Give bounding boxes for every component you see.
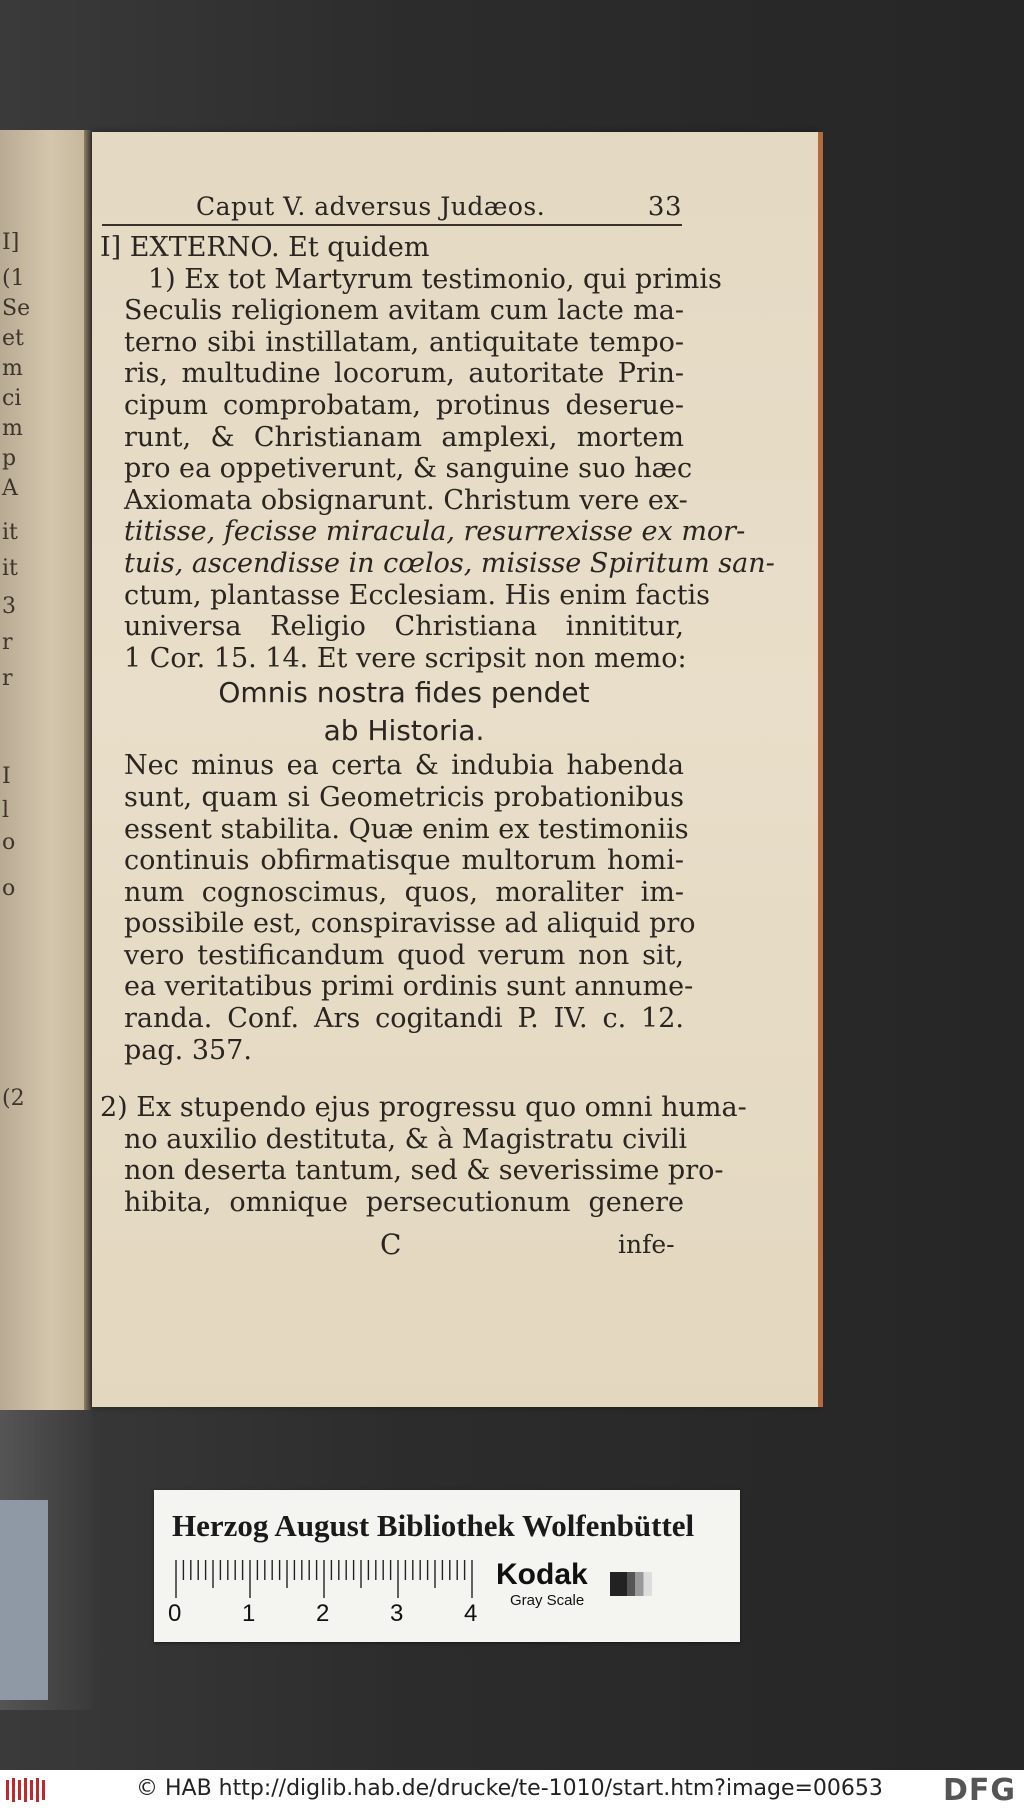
ruler-label-3: 3 bbox=[390, 1600, 404, 1627]
left-page-glyph: I] bbox=[2, 230, 20, 255]
text-line: titisse, fecisse miracula, resurrexisse ex mor- bbox=[124, 516, 746, 548]
running-title: Caput V. adversus Judæos. bbox=[196, 192, 546, 221]
page-text bbox=[100, 232, 775, 1219]
ruler-label-2: 2 bbox=[316, 1600, 330, 1627]
left-page-glyph: p bbox=[2, 446, 17, 471]
catchword: infe- bbox=[618, 1230, 675, 1259]
dfg-logo: DFG bbox=[942, 1773, 1016, 1808]
page-number: 33 bbox=[647, 192, 682, 222]
left-page-glyph: it bbox=[2, 556, 18, 581]
left-page-glyph: o bbox=[2, 876, 16, 901]
text-line: continuis obfirmatisque multorum homi- bbox=[124, 845, 684, 877]
text-line: Nec minus ea certa & indubia habenda bbox=[124, 750, 684, 782]
text-line: runt, & Christianam amplexi, mortem bbox=[124, 421, 684, 453]
text-line: essent stabilita. Quæ enim ex testimoniis bbox=[124, 813, 689, 845]
color-reference-card bbox=[154, 1490, 740, 1642]
gray-swatch-icon bbox=[610, 1572, 652, 1596]
page-edge bbox=[818, 132, 823, 1407]
left-page-glyph: Se bbox=[2, 296, 31, 321]
signature-mark: C bbox=[380, 1228, 402, 1261]
footer-copyright-link[interactable]: © HAB http://diglib.hab.de/drucke/te-1010/start.htm?image=00653 bbox=[136, 1776, 883, 1801]
left-page-glyph: (2 bbox=[2, 1086, 25, 1111]
text-line: hibita, omnique persecutionum genere bbox=[124, 1187, 684, 1219]
left-neighbour-page bbox=[0, 130, 92, 1410]
left-page-glyph: (1 bbox=[2, 266, 25, 291]
paragraph-2-last-line: pag. 357. bbox=[124, 1034, 252, 1066]
card-title: Herzog August Bibliothek Wolfenbüttel bbox=[172, 1508, 695, 1543]
gray-scale-label: Gray Scale bbox=[510, 1592, 585, 1609]
centered-quote-line-2: ab Historia. bbox=[323, 714, 485, 748]
left-page-glyph: it bbox=[2, 520, 18, 545]
text-line: 2) Ex stupendo ejus progressu quo omni huma- bbox=[100, 1092, 747, 1124]
text-line: tuis, ascendisse in cœlos, misisse Spiritum san- bbox=[124, 547, 775, 579]
text-line: sunt, quam si Geometricis probationibus bbox=[124, 781, 684, 813]
left-page-glyph: r bbox=[2, 630, 13, 655]
text-line: possibile est, conspiravisse ad aliquid pro bbox=[124, 908, 696, 940]
header-rule bbox=[102, 224, 682, 226]
paragraph-2 bbox=[124, 750, 696, 1035]
text-line: pro ea oppetiverunt, & sanguine suo hæc bbox=[124, 453, 693, 485]
left-page-glyph: ci bbox=[2, 386, 22, 411]
left-page-glyph: l bbox=[2, 798, 10, 823]
text-line: cipum comprobatam, protinus deserue- bbox=[124, 389, 684, 421]
text-line: Seculis religionem avitam cum lacte ma- bbox=[124, 295, 684, 327]
left-page-glyph: I bbox=[2, 764, 11, 789]
text-line: num cognoscimus, quos, moraliter im- bbox=[124, 876, 684, 908]
paragraph-3 bbox=[100, 1092, 747, 1219]
paragraph-1 bbox=[100, 232, 775, 674]
ruler-label-4: 4 bbox=[464, 1600, 478, 1627]
text-line: terno sibi instillatam, antiquitate tempo- bbox=[124, 326, 684, 358]
text-line: no auxilio destituta, & à Magistratu civili bbox=[124, 1123, 688, 1155]
left-page-glyph: A bbox=[2, 476, 18, 501]
left-page-glyph: et bbox=[2, 326, 24, 351]
text-line: universa Religio Christiana innititur, bbox=[124, 611, 684, 643]
text-line: non deserta tantum, sed & severissime pro- bbox=[124, 1155, 724, 1187]
footer-bar bbox=[0, 1770, 1024, 1810]
text-line: ris, multudine locorum, autoritate Prin- bbox=[124, 358, 684, 390]
kodak-brand: Kodak bbox=[496, 1558, 588, 1591]
left-page-glyph: m bbox=[2, 416, 23, 441]
running-header bbox=[102, 192, 682, 228]
text-line: Axiomata obsignarunt. Christum vere ex- bbox=[124, 484, 688, 516]
left-page-glyph: r bbox=[2, 666, 13, 691]
left-card-fragment bbox=[0, 1500, 48, 1700]
text-line: 1 Cor. 15. 14. Et vere scripsit non memo: bbox=[124, 642, 687, 674]
hab-barcode-icon bbox=[4, 1776, 46, 1804]
centered-quote-line-1: Omnis nostra fides pendet bbox=[218, 676, 590, 710]
text-line: vero testificandum quod verum non sit, bbox=[124, 939, 684, 971]
text-line: ctum, plantasse Ecclesiam. His enim factis bbox=[124, 579, 711, 611]
left-page-glyph: 3 bbox=[2, 594, 16, 619]
book-spine bbox=[84, 130, 92, 1410]
text-line: ea veritatibus primi ordinis sunt annume- bbox=[124, 971, 694, 1003]
left-page-glyph: m bbox=[2, 356, 23, 381]
text-line: randa. Conf. Ars cogitandi P. IV. c. 12. bbox=[124, 1003, 684, 1035]
text-line: I] EXTERNO. Et quidem bbox=[100, 232, 430, 263]
text-line: 1) Ex tot Martyrum testimonio, qui primis bbox=[148, 263, 722, 295]
left-page-glyph: o bbox=[2, 830, 16, 855]
ruler-label-1: 1 bbox=[242, 1600, 256, 1627]
ruler-icon bbox=[174, 1558, 474, 1598]
ruler-label-0: 0 bbox=[168, 1600, 182, 1627]
